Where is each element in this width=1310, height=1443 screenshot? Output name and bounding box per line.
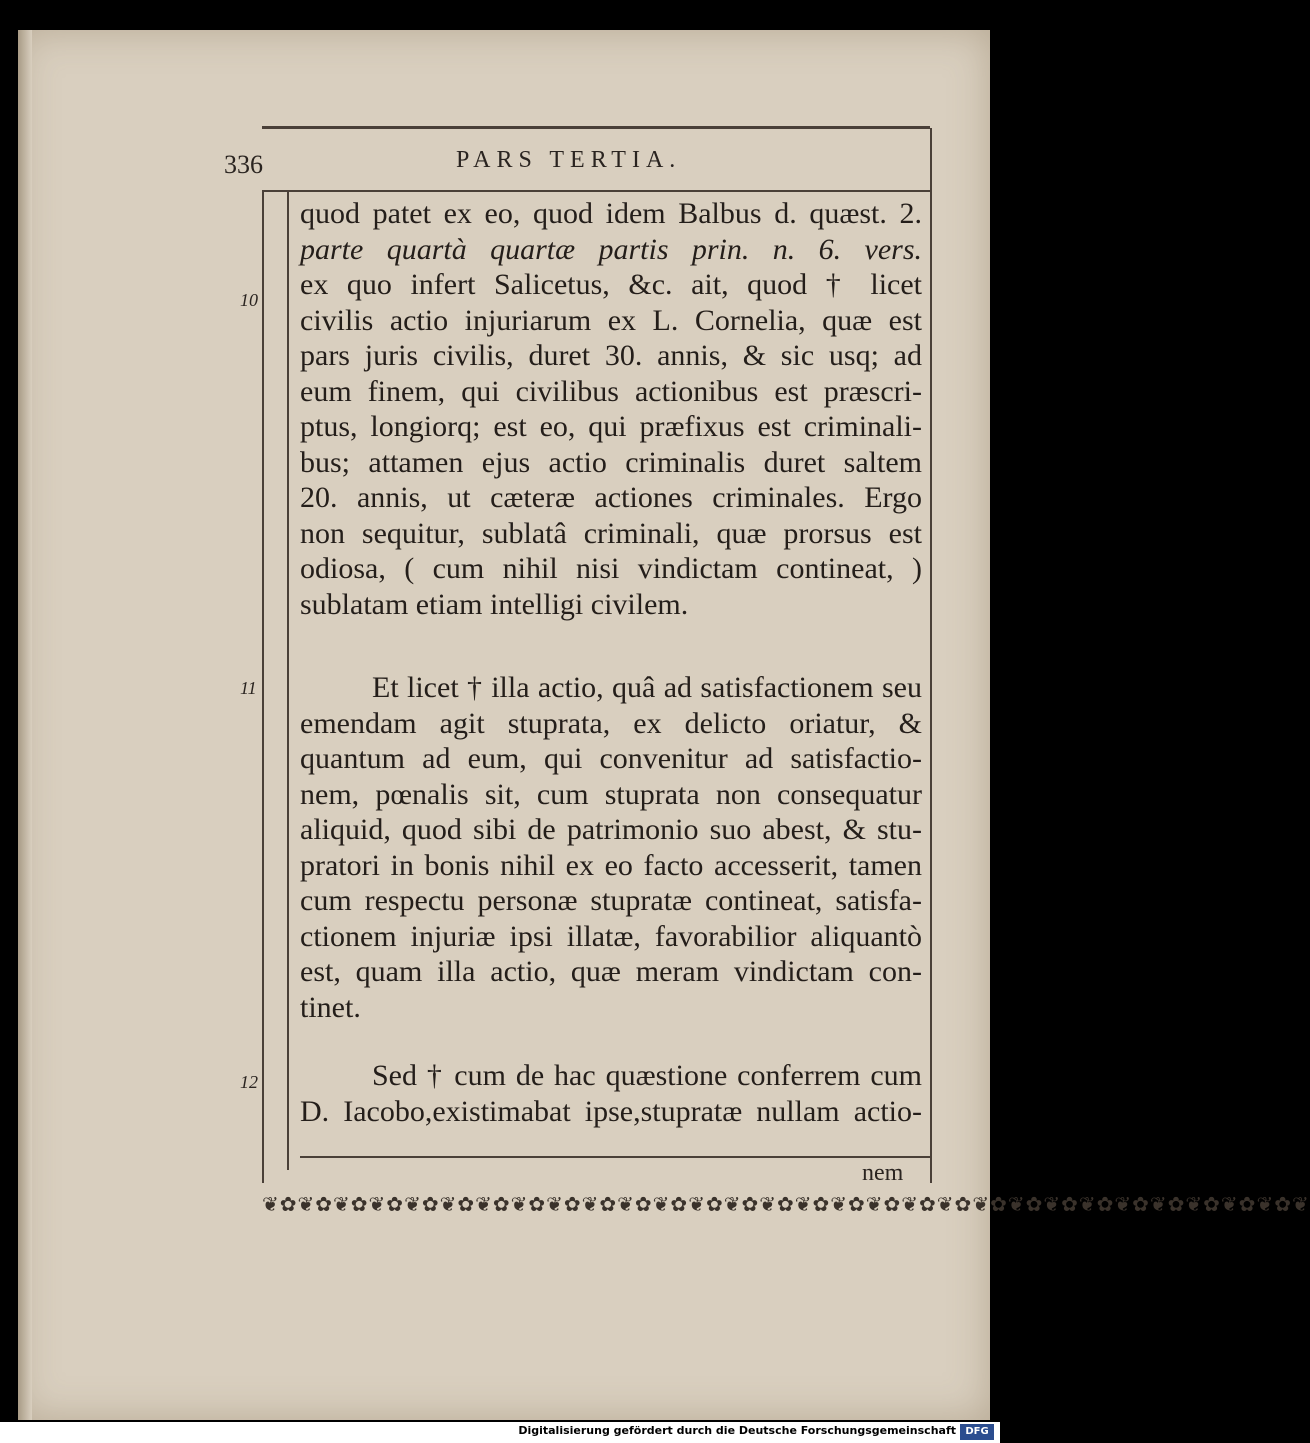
paragraph-3: [300, 1058, 922, 1129]
text-line: quod patet ex eo, quod idem Balbus d. quæst. 2.: [300, 197, 922, 230]
text-line: D. Iacobo,existimabat ipse,stupratæ nullam actio-: [300, 1094, 922, 1128]
footer-credit: Digitalisierung gefördert durch die Deutsche Forschungsgemeinschaft: [518, 1424, 956, 1437]
text-line: cum respectu personæ stupratæ contineat, satisfa-: [300, 884, 922, 917]
text-bottom-rule: [300, 1156, 932, 1158]
frame-right-rule: [930, 128, 932, 1183]
ornament-band: ❦✿❦✿❦✿❦✿❦✿❦✿❦✿❦✿❦✿❦✿❦✿❦✿❦✿❦✿❦✿❦✿❦✿❦✿❦✿❦✿❦✿❦✿❦✿❦✿❦✿❦✿❦✿❦✿❦✿❦: [262, 1192, 1310, 1216]
catchword: nem: [862, 1160, 904, 1186]
header-rule-top: [262, 126, 930, 129]
text-line: ctionem injuriæ ipsi illatæ, favorabilior aliquantò: [300, 919, 922, 953]
text-line: odiosa, ( cum nihil nisi vindictam contineat, ): [300, 552, 922, 585]
text-line: est, quam illa actio, quæ meram vindictam con-: [300, 955, 922, 988]
text-line: bus; attamen ejus actio criminalis duret saltem: [300, 445, 922, 479]
text-line: parte quartà quartæ partis prin. n. 6. vers.: [300, 232, 922, 266]
text-line: 20. annis, ut cæteræ actiones criminales. Ergo: [300, 481, 922, 514]
text-line: eum finem, qui civilibus actionibus est præscri-: [300, 374, 922, 408]
frame-inner-left-rule: [287, 190, 289, 1170]
margin-note-12: 12: [240, 1072, 258, 1092]
paragraph-1: [300, 196, 922, 622]
dfg-logo: DFG: [960, 1424, 994, 1440]
text-line: sublatam etiam intelligi civilem.: [300, 587, 689, 621]
text-line: non sequitur, sublatâ criminali, quæ prorsus est: [300, 516, 922, 550]
margin-note-11: 11: [240, 678, 257, 698]
margin-note-10: 10: [240, 290, 258, 310]
header-rule-bottom: [262, 190, 930, 192]
text-line: pars juris civilis, duret 30. annis, & sic usq; ad: [300, 339, 922, 372]
frame-left-rule: [262, 190, 264, 1183]
text-line: emendam agit stuprata, ex delicto oriatur, &: [300, 706, 922, 740]
text-line: ex quo infert Salicetus, &c. ait, quod † licet: [300, 268, 922, 301]
text-line: Sed † cum de hac quæstione conferrem cum: [372, 1059, 922, 1092]
text-line: nem, pœnalis sit, cum stuprata non consequatur: [300, 777, 922, 811]
text-line: ptus, longiorq; est eo, qui præfixus est criminali-: [300, 410, 922, 443]
paragraph-2: [300, 670, 922, 1025]
text-line: Et licet † illa actio, quâ ad satisfactionem seu: [372, 671, 922, 704]
text-line: quantum ad eum, qui convenitur ad satisfactio-: [300, 742, 922, 775]
page-number: 336: [224, 150, 263, 179]
text-line: civilis actio injuriarum ex L. Cornelia, quæ est: [300, 303, 922, 337]
text-line: pratori in bonis nihil ex eo facto accesserit, tamen: [300, 848, 922, 882]
running-head: PARS TERTIA.: [456, 147, 682, 173]
text-line: tinet.: [300, 990, 361, 1024]
text-line: aliquid, quod sibi de patrimonio suo abest, & stu-: [300, 813, 922, 846]
